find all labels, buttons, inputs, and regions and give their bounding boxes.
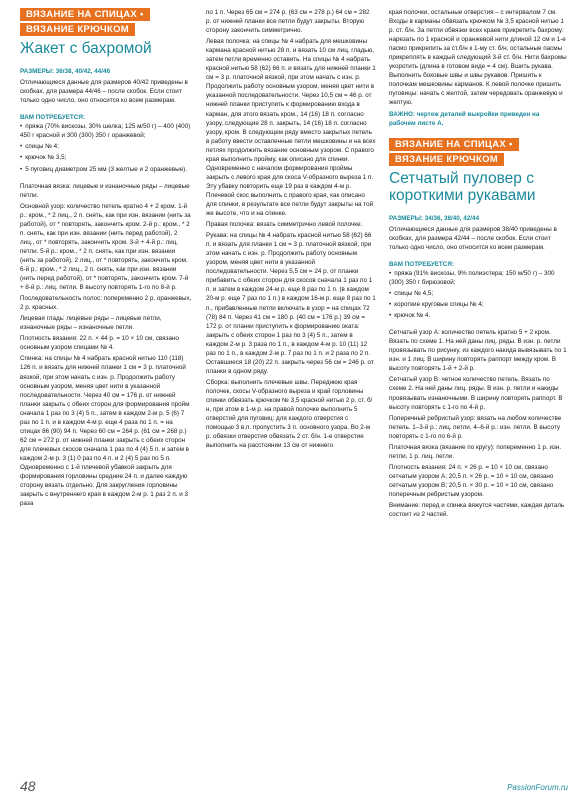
paragraph: Спинка: на спицы № 4 набрать красной нитью 110 (118) 126 п. и вязать для нижней планки 1 см = 3 р. платочной вязкой, при этом начать с изн. р. Продолжить работу основным узором, меняя цвет нити в указанной последовательности. Через 40 см = 176 р. от нижней планки закрыть с обеих сторон для формирования пройм сначала 1 раз по 3 (4) 5 п., затем в каждом 2-м р. 5 (6) 7 раз по 1 п. и в каждом 4-м р. еще 4 раза по 1 п. = на спицах 86 (90) 94 п. Через 60 см = 264 р. (61 см = 268 р.) 62 см = 272 р. от нижней планки закрыть с обеих сторон для плечевых скосов сначала 1 раз по 4 (4) 5 п. и затем в каждом 2-м р. 3 (1) 0 раз по 4 п. и 2 (4) 5 раз по 5 п. Одновременно с 1-й плечевой убавкой закрыть для формирования горловины средние 24 п. и далее каждую сторону вязать отдельно. Для закругления горловины закрыть с внутреннего края в каждом 2-м р. 1 раз 2 п. и 3 раза bbox=[20, 355, 190, 508]
paragraph: Внимание: перед и спинка вяжутся частями, каждая деталь состоит из 2 частей. bbox=[389, 502, 565, 519]
paragraph: Рукава: на спицы № 4 набрать красной нитью 58 (62) 66 п. и вязать для планки 1 см = 3 р. платочной вязкой, при этом начать с изн. р. Продолжить работу основным узором, меняя цвет нити в указанной последовательности. Через 5,5 см = 24 р. от планки прибавить с обеих сторон для скосов сначала 1 раз по 1 п. и затем в каждом 24-м р. еще 8 раз по 1 п. (в каждом 20-м р. еще 7 раз по 1 п.) в каждом 16-м р. еще 8 раз по 1 п., прибавленные петли включать в узор = на спицах 72 (78) 84 п. Через 41 см = 180 р. (40 см = 176 р.) 39 см = 172 р. от планки приступить к формированию оката: закрыть с обеих сторон 1 раз по 3 (4) 5 п., затем в каждом 2-м р. 3 раза по 1 п., в каждом 4-м р. 10 (11) 12 раз по 1 п., в каждом 2-м р. 7 раз по 1 п. и 2 раза по 2 п. Оставшиеся 18 (20) 22 п. закрыть через 56 см = 246 р. от планки в одном ряду. bbox=[206, 232, 376, 375]
intro: Отличающиеся данные для размеров 40/42 приведены в скобках, для размера 44/46 – после скобок. Если стоит только одно число, оно относится ко всем размерам. bbox=[20, 79, 188, 105]
material-item: • крючок № 3,5; bbox=[20, 153, 192, 162]
category-tag: ВЯЗАНИЕ НА СПИЦАХ • bbox=[20, 8, 150, 21]
paragraph: Основной узор: количество петель кратно 4 + 2 кром. 1-й р.: кром., * 2 лиц., 2 п. снять, как при изн. вязании (нить за работой), от * повторять, закончить кром. 2-й р.: кром., * 2 п. снять, как при изн. вязании (нить перед работой), 2 лиц., от * повторять, закончить кром. 3-й + 4-й р.: лиц. петли. 5-й р.: кром., * 2 п. снять, как при изн. вязании (нить за работой), 2 лиц., от * повторять, закончить кром. 6-й р.: кром., * 2 лиц., 2 п. снять, как при изн. вязании (нить перед работой), от * повторять, закончить кром. 7-й + 8-й р.: лиц. петли. В высоту повторять 1-го по 8-й р. bbox=[20, 202, 191, 292]
sizes: РАЗМЕРЫ: 36/38, 40/42, 44/46 bbox=[20, 68, 111, 76]
material-item: • пряжа (91% вискозы, 9% полиэстера; 150 м/50 г) – 300 (300) 350 г бирюзовой; bbox=[389, 269, 567, 287]
article-title: Жакет с бахромой bbox=[20, 40, 152, 58]
category-tag: ВЯЗАНИЕ КРЮЧКОМ bbox=[20, 23, 135, 36]
sizes: РАЗМЕРЫ: 34/36, 38/40, 42/44 bbox=[389, 214, 480, 222]
paragraph: по 1 п. Через 65 см = 274 р. (63 см = 278 р.) 64 см = 282 р. от нижней планки все петли будут закрыты. Вторую сторону закончить симметрично. bbox=[206, 9, 370, 35]
paragraph: Левая полочка: на спицы № 4 набрать для мешковины кармана красной нитью 28 п. и вязать 10 см лиц. гладью, затем петли временно оставить. На спицы № 4 набрать красной нитью 58 (62) 66 п. и вязать для нижней планки 1 см = 3 р. платочной вязкой, при этом начать с изн. р. Продолжить работу основным узором, меняя цвет нити в указанной последовательности. Через 10,5 см = 46 р. от нижней планки приступить к формированию входа в карман, для этого вязать кром., 14 (16) 18 п. согласно узору, следующие 28 п. закрыть, 14 (16) 18 п. согласно узору, кром. В следующем ряду вместо закрытых петель в работу ввести оставленные петли мешковины и на всех петлях продолжить вязание основным узором. С правого края выполнить пройму, как описано для спинки. Одновременно с началом формирования проймы закрыть с левого края для скоса V-образного выреза 1 п. Эту убавку повторить еще 19 раз в каждом 4-м р. Плечевой скос выполнить с правого края, как описано для спинки, в результате все петли будут закрыты на той же высоте, что и на спинке. bbox=[206, 38, 376, 218]
column-3 bbox=[389, 8, 567, 521]
paragraph: Сборка: выполнить плечевые швы. Переднюю края полочек, скосы V-образного выреза и край горловины спинки обвязать крючком № 3,5 красной нитью 2 р. ст. б/н, при этом в 1-м р. на правой полочке выполнить 5 отверстий для пуговиц: для каждого отверстия с помощью 3 в.п. пропустить 3 п. основного узора. Во 2-м р. обвязки отверстия обвязать 2 ст. б/н. 1-е отверстие выполнить на расстоянии 13 см от нижнего bbox=[206, 378, 373, 450]
important-note: ВАЖНО: чертеж деталей выкройки приведен на рабочем листе А. bbox=[389, 110, 540, 127]
column-2 bbox=[206, 8, 376, 452]
materials-heading: ВАМ ПОТРЕБУЕТСЯ: bbox=[389, 260, 454, 268]
material-item: • спицы № 4,5; bbox=[389, 289, 567, 298]
paragraph: Платочная вязка (вязание по кругу): попеременно 1 р. изн. петли, 1 р. лиц. петли. bbox=[389, 443, 562, 460]
paragraph: Сетчатый узор В: четное количество петель. Вязать по схеме 2. На ней даны лиц. ряды. В изн. р. петли и накиды провязывать изнаночными. В ширину повторять раппорт. В высоту повторять с 1-го по 4-й р. bbox=[389, 376, 563, 411]
material-item: • крючок № 4. bbox=[389, 311, 567, 320]
paragraph: Сетчатый узор А: количество петель кратно 5 + 2 кром. Вязать по схеме 1. На ней даны лиц. ряды. В изн. р. петли провязывать по рисунку, из каждого накида вывязывать по 1 изн. и 1 лиц. В ширину повторять раппорт между кром. В высоту повторять 1-й + 2-й р. bbox=[389, 329, 567, 373]
material-item: • спицы № 4; bbox=[20, 142, 192, 151]
intro: Отличающиеся данные для размеров 38/40 приведены в скобках, для размера 42/44 – после скобок. Если стоит только одно число, оно относится ко всем размерам. bbox=[389, 225, 557, 251]
paragraph: Плотность вязания: 24 п. × 26 р. = 10 × 10 см, связано сетчатым узором А; 20,5 п. × 26 р. = 10 × 10 см, связано сетчатым узором В; 20,5 п. × 30 р. = 10 × 10 см, связано поперечным ребристым узором. bbox=[389, 463, 554, 498]
material-item: • пряжа (70% вискозы, 30% шелка; 125 м/50 г) – 400 (400) 450 г красной и 300 (300) 350 г оранжевой; bbox=[20, 122, 192, 140]
paragraph: Лицевая гладь: лицевые ряды – лицевые петли, изнаночные ряды – изнаночные петли. bbox=[20, 315, 162, 332]
article-title: Сетчатый пуловер с короткими рукавами bbox=[389, 169, 536, 204]
watermark: PassionForum.ru bbox=[507, 783, 568, 792]
paragraph: Правая полочка: вязать симметрично левой полочке. bbox=[206, 221, 363, 229]
category-tag: ВЯЗАНИЕ КРЮЧКОМ bbox=[389, 153, 504, 166]
paragraph: края полочки, остальные отверстия – с интервалом 7 см. Входы в карманы обвязать крючком № 3,5 красной нитью 1 р. ст. б/н. За петли обвязки всех краев прикрепить бахрому: нарезать по 1 красной и оранжевой нити длиной 12 см и 1-е пасмо прикрепить за ст.б/н к 1-му ст. б/н, остальные пасмы прикреплять в каждый следующий 3-й ст. б/н. Нити бахромы укоротить (длина в готовом виде = 4 см). Вшить рукава. Выполнить боковые швы и швы рукавов. Пришить к полочкам мешковины карманов. К левой полочке пришить пуговицы: начать с желтой, затем чередовать оранжевую и желтую. bbox=[389, 9, 567, 107]
paragraph: Плотность вязания: 22 п. × 44 р. = 10 × 10 см, связано основным узором спицами № 4. bbox=[20, 335, 179, 352]
paragraph: Платочная вязка: лицевые и изнаночные ряды – лицевые петли. bbox=[20, 182, 190, 199]
paragraph: Последовательность полос: попеременно 2 р. оранжевых, 2 р. красных. bbox=[20, 295, 192, 312]
category-tag: ВЯЗАНИЕ НА СПИЦАХ • bbox=[389, 138, 519, 151]
column-1 bbox=[20, 8, 192, 510]
page-number: 48 bbox=[20, 778, 36, 794]
materials-heading: ВАМ ПОТРЕБУЕТСЯ: bbox=[20, 114, 85, 122]
material-item: • 5 пуговиц диаметром 25 мм (3 желтые и 2 оранжевые). bbox=[20, 165, 192, 174]
material-item: • короткие круговые спицы № 4; bbox=[389, 300, 567, 309]
paragraph: Поперечный ребристый узор: вязать на любом количестве петель. 1–3-й р.: лиц. петли. 4–6-й р.: изн. петли. В высоту повторять с 1-го по 6-й р. bbox=[389, 414, 562, 440]
